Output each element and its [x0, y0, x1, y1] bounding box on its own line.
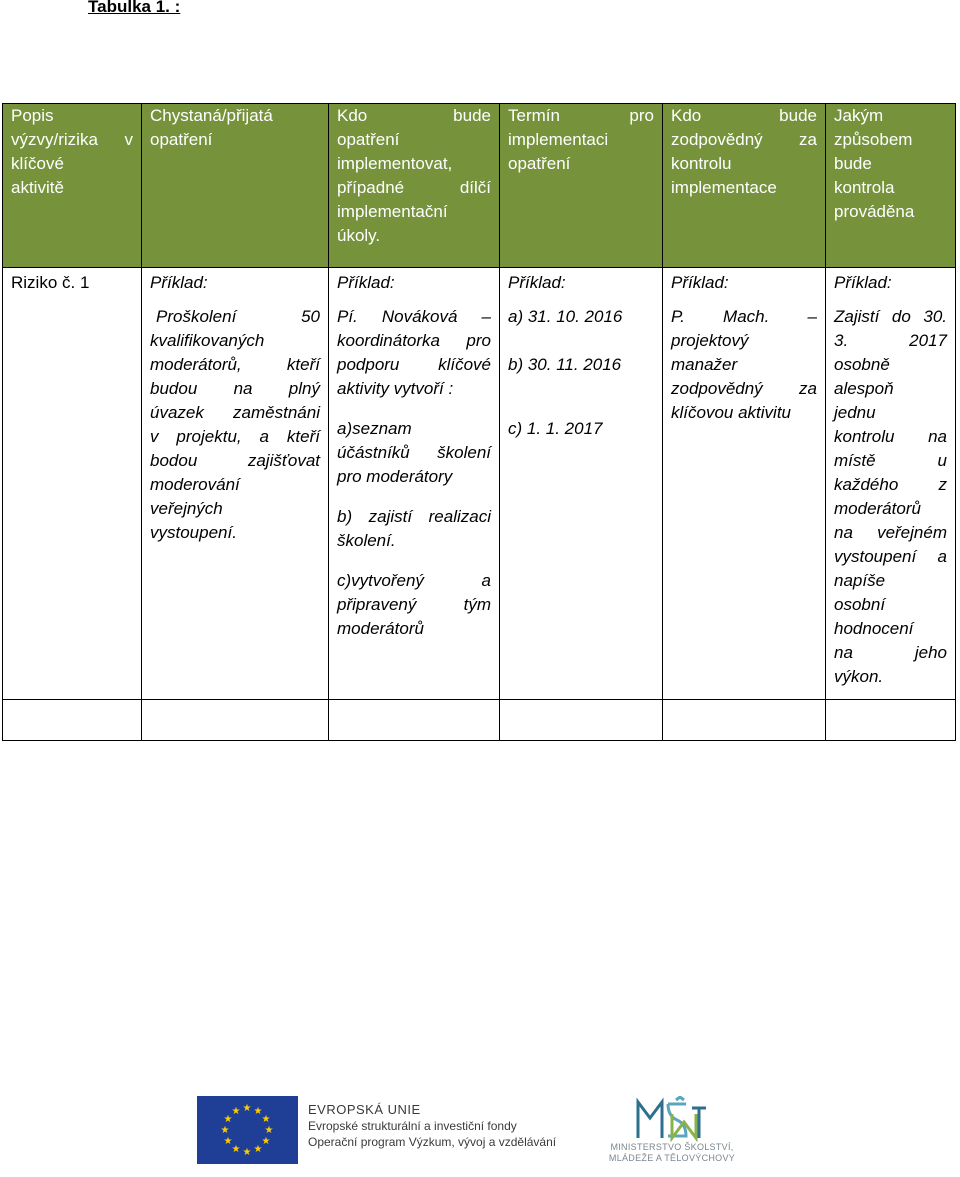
eu-line-1: EVROPSKÁ UNIE	[308, 1102, 421, 1117]
text-line: alespoň	[834, 379, 894, 398]
text-line: klíčové	[11, 154, 64, 173]
who-implements-cell	[329, 295, 500, 700]
text-line: implementace	[671, 178, 777, 197]
measure-cell	[142, 295, 329, 700]
text-line: a)seznam	[337, 419, 412, 438]
header-cell-responsible	[663, 104, 826, 268]
eu-line-2: Evropské strukturální a investiční fondy	[308, 1119, 517, 1133]
text-line: místě u	[834, 451, 947, 470]
text-line: osobně	[834, 355, 890, 374]
header-cell-control	[826, 104, 956, 268]
text-line: osobní	[834, 595, 886, 614]
text-line: Pí. Nováková –	[337, 307, 491, 326]
svg-text:★: ★	[253, 1106, 263, 1117]
text-line: klíčovou aktivitu	[671, 403, 791, 422]
header-lines	[671, 104, 817, 200]
text-line: koordinátorka pro	[337, 331, 491, 350]
empty-cell	[142, 700, 329, 741]
deadline-cell	[500, 295, 663, 700]
header-row	[3, 104, 956, 268]
svg-text:★: ★	[231, 1106, 241, 1117]
svg-text:★: ★	[264, 1125, 274, 1136]
text-line: výkon.	[834, 667, 884, 686]
text-line: bodou zajišťovat	[150, 451, 320, 470]
text-line: opatření	[337, 130, 400, 149]
text-line: kontrolu	[671, 154, 732, 173]
header-lines	[150, 104, 320, 152]
text-line: projektový	[671, 331, 749, 350]
text-line: kontrolu na	[834, 427, 947, 446]
eu-line-3: Operační program Výzkum, vývoj a vzdělávání	[308, 1135, 557, 1149]
example-row	[3, 268, 956, 296]
text-line: Proškolení 50	[156, 307, 320, 326]
header-cell-who-implements	[329, 104, 500, 268]
msmt-text	[606, 1142, 738, 1164]
text-line: 3. 2017	[834, 331, 947, 350]
text-line: aktivitě	[11, 178, 64, 197]
text-line: způsobem	[834, 130, 913, 149]
svg-text:★: ★	[261, 1136, 271, 1147]
paragraph	[337, 505, 491, 553]
empty-cell	[826, 700, 956, 741]
msmt-line-1: MINISTERSTVO ŠKOLSTVÍ,	[610, 1142, 734, 1152]
text-line: Zajistí do 30.	[834, 307, 947, 326]
example-label: Příklad:	[142, 268, 329, 296]
example-label: Příklad:	[663, 268, 826, 296]
text-line: vystoupení.	[150, 523, 237, 542]
text-line: výzvy/rizika v	[11, 130, 133, 149]
empty-cell	[500, 700, 663, 741]
text-line: moderátorů	[834, 499, 921, 518]
text-line: Kdo bude	[671, 106, 817, 125]
responsible-text	[671, 305, 817, 425]
text-line: Chystaná/přijatá	[150, 106, 273, 125]
svg-text:★: ★	[242, 1103, 252, 1114]
text-line: na veřejném	[834, 523, 947, 542]
control-cell	[826, 295, 956, 700]
text-line: opatření	[150, 130, 213, 149]
text-line: aktivity vytvoří :	[337, 379, 454, 398]
text-line: případné dílčí	[337, 178, 491, 197]
text-line: hodnocení	[834, 619, 914, 638]
text-line: implementační	[337, 202, 448, 221]
header-cell-deadline	[500, 104, 663, 268]
text-line: Kdo bude	[337, 106, 491, 125]
text-line: v projektu, a kteří	[150, 427, 320, 446]
text-line: podporu klíčové	[337, 355, 491, 374]
text-line: připravený tým	[337, 595, 491, 614]
control-text	[834, 305, 947, 689]
header-lines	[337, 104, 491, 248]
svg-text:★: ★	[223, 1114, 233, 1125]
empty-cell	[663, 700, 826, 741]
text-line: Termín pro	[508, 106, 654, 125]
text-line: implementaci	[508, 130, 609, 149]
header-cell-risk	[3, 104, 142, 268]
text-line: bude	[834, 154, 872, 173]
empty-cell	[3, 700, 142, 741]
paragraph	[337, 417, 491, 489]
eu-stars-icon	[197, 1096, 298, 1164]
text-line: jednu	[834, 403, 876, 422]
paragraph	[337, 305, 491, 401]
text-line: na jeho	[834, 643, 947, 662]
eu-flag-icon	[197, 1096, 298, 1164]
svg-text:★: ★	[261, 1114, 271, 1125]
svg-text:★: ★	[223, 1136, 233, 1147]
page-title: Tabulka 1. :	[88, 0, 181, 16]
text-line: zodpovědný za	[671, 379, 817, 398]
msmt-logo-icon	[632, 1096, 708, 1142]
deadline-text	[508, 305, 654, 441]
text-line: úvazek zaměstnáni	[150, 403, 320, 422]
text-line: prováděna	[834, 202, 915, 221]
svg-text:★: ★	[242, 1147, 252, 1158]
text-line: školení.	[337, 531, 396, 550]
text-line: pro moderátory	[337, 467, 453, 486]
svg-text:★: ★	[253, 1144, 263, 1155]
header-lines	[508, 104, 654, 176]
svg-text:★: ★	[231, 1144, 241, 1155]
example-label: Příklad:	[500, 268, 663, 296]
text-line: účástníků školení	[337, 443, 491, 462]
text-line: moderování	[150, 475, 240, 494]
text-line: manažer	[671, 355, 738, 374]
msmt-line-2: MLÁDEŽE A TĚLOVÝCHOVY	[608, 1153, 736, 1163]
text-line: c)vytvořený a	[337, 571, 491, 590]
paragraph	[337, 569, 491, 641]
risk-label: Riziko č. 1	[3, 268, 142, 296]
eu-text	[308, 1102, 556, 1150]
example-label: Příklad:	[329, 268, 500, 296]
empty-cell	[329, 700, 500, 741]
text-line: Popis	[11, 106, 54, 125]
text-line: napíše	[834, 571, 886, 590]
text-line: veřejných	[150, 499, 223, 518]
who-implements-text	[337, 305, 491, 641]
header-lines	[834, 104, 947, 224]
text-line: b) zajistí realizaci	[337, 507, 491, 526]
responsible-cell	[663, 295, 826, 700]
header-lines	[11, 104, 133, 200]
text-line: moderátorů, kteří	[150, 355, 320, 374]
text-line: budou na plný	[150, 379, 320, 398]
text-line: Jakým	[834, 106, 884, 125]
text-line: moderátorů	[337, 619, 424, 638]
measure-text	[150, 305, 320, 545]
text-line: úkoly.	[337, 226, 381, 245]
text-line: opatření	[508, 154, 571, 173]
example-label: Příklad:	[826, 268, 956, 296]
empty-row	[3, 700, 956, 741]
text-line: kontrola	[834, 178, 895, 197]
risk-table	[2, 103, 956, 741]
footer-logos	[0, 1090, 960, 1170]
text-line: zodpovědný za	[671, 130, 817, 149]
text-line: kvalifikovaných	[150, 331, 265, 350]
risk-description-cell	[3, 295, 142, 700]
deadline-item: b) 30. 11. 2016	[508, 355, 622, 374]
text-line: implementovat,	[337, 154, 453, 173]
text-line: P. Mach. –	[671, 307, 817, 326]
svg-text:★: ★	[220, 1125, 230, 1136]
deadline-item: a) 31. 10. 2016	[508, 307, 623, 326]
text-line: vystoupení a	[834, 547, 947, 566]
risk-row	[3, 295, 956, 700]
header-cell-measure	[142, 104, 329, 268]
deadline-item: c) 1. 1. 2017	[508, 419, 603, 438]
text-line: každého z	[834, 475, 947, 494]
